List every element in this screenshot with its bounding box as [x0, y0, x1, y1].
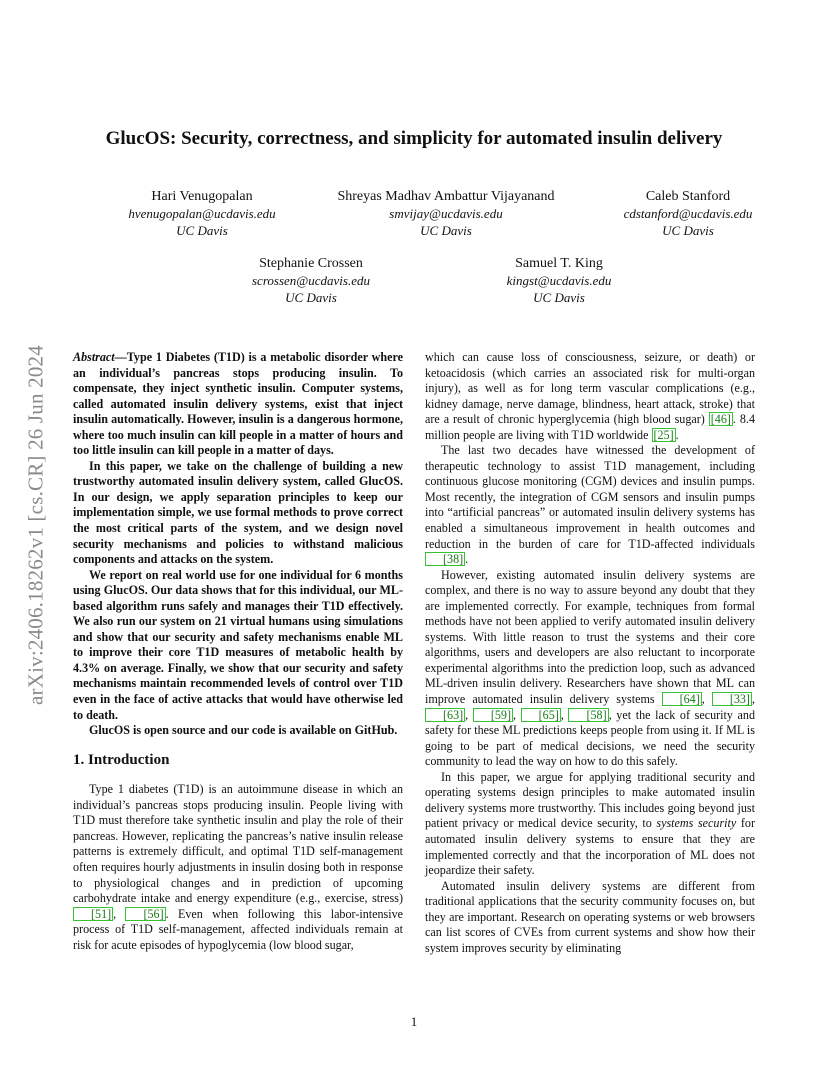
section-heading-introduction: 1. Introduction: [73, 751, 170, 768]
body-paragraph: [425, 770, 755, 879]
paragraph-text: ,: [701, 692, 712, 707]
author-email[interactable]: kingst@ucdavis.edu: [506, 273, 612, 288]
citation-link[interactable]: [65]: [521, 708, 561, 722]
abstract-paragraph: In this paper, we take on the challenge of building a new trustworthy automated insulin delivery system, called GlucOS. In our design, we apply separation principles to keep our implementation simple, we use formal methods to prove correct the most critical parts of the system, and we design novel security mechanisms and policies to withstand malicious components and attacks on the system.: [73, 458, 403, 567]
author-name: Stephanie Crossen: [259, 256, 363, 271]
abstract-label: Abstract: [73, 350, 115, 364]
citation-link[interactable]: [46]: [710, 412, 731, 427]
citation-link[interactable]: [51]: [73, 907, 113, 921]
author-block: [608, 188, 768, 239]
author-name: Caleb Stanford: [645, 189, 731, 204]
arxiv-identifier-stamp: [25, 0, 47, 1072]
paragraph-text: ,: [751, 692, 755, 707]
body-paragraph-continued: [425, 350, 755, 443]
author-block: [113, 188, 291, 239]
author-affiliation: UC Davis: [285, 290, 337, 305]
author-block: [232, 255, 390, 306]
body-paragraph: [73, 782, 403, 953]
citation-link[interactable]: [56]: [125, 907, 165, 921]
arxiv-identifier-text: arXiv:2406.18262v1 [cs.CR] 26 Jun 2024: [23, 345, 48, 705]
abstract-text: —Type 1 Diabetes (T1D) is a metabolic disorder where an individual’s pancreas stops producing insulin. To compensate, they inject synthetic insulin. Computer systems, called automated insulin delivery systems, exist that inject insulin automatically. However, insulin is a dangerous hormone, where too much insulin can kill people in a matter of hours and too little insulin can kill people in a matter of days.: [73, 350, 403, 458]
author-block: [486, 255, 632, 306]
abstract-paragraph: [73, 350, 403, 459]
body-paragraph: [425, 568, 755, 770]
citation-link[interactable]: [63]: [425, 708, 465, 722]
paragraph-text: . 8.4 million people are living with T1D worldwide: [425, 412, 755, 442]
left-column: [73, 350, 403, 953]
citation-link[interactable]: [59]: [473, 708, 513, 722]
author-block: [318, 188, 574, 239]
paper-title: GlucOS: Security, correctness, and simplicity for automated insulin delivery: [105, 128, 723, 149]
body-paragraph: [425, 443, 755, 567]
abstract: [73, 350, 403, 739]
author-name: Shreyas Madhav Ambattur Vijayanand: [337, 189, 555, 204]
abstract-paragraph: We report on real world use for one individual for 6 months using GlucOS. Our data shows that for this individual, our ML-based algorithm runs safely and manages their T1D effectively. We also run our system on 21 virtual humans using simulations and show that our security and safety mechanisms enable ML to improve their core T1D measures of metabolic health by 4.3% on average. Finally, we show that our security and safety mechanisms maintain recommended levels of control over T1D even in the face of active attacks that would have otherwise led to death.: [73, 567, 403, 722]
author-email[interactable]: scrossen@ucdavis.edu: [252, 273, 370, 288]
author-affiliation: UC Davis: [176, 223, 228, 238]
citation-link[interactable]: [33]: [712, 692, 752, 706]
author-affiliation: UC Davis: [662, 223, 714, 238]
paragraph-text: ,: [465, 707, 473, 722]
paragraph-text: The last two decades have witnessed the development of therapeutic technology to assist T1D management, including continuous glucose monitoring (CGM) devices and insulin pumps. Most recently, the integration of CGM sensors and insulin pumps into “artificial pancreas” or automated insulin delivery systems has enabled a simultaneous improvement in health outcomes and reduction in the burden of care for T1D-affected individuals: [425, 443, 755, 551]
author-affiliation: UC Davis: [533, 290, 585, 305]
author-affiliation: UC Davis: [420, 223, 472, 238]
paragraph-text: which can cause loss of consciousness, seizure, or death) or ketoacidosis (which carries an associated risk for multi-organ injury), as well as for long term vascular complications (e.g., kidney damage, nerve damage, blindness, heart attack, stroke) that are a result of chronic hyperglycemia (high blood sugar): [425, 350, 755, 427]
body-paragraph: Automated insulin delivery systems are different from traditional applications that the security community focuses on, but they are important. Research on operating systems or web browsers can list scores of CVEs from current systems and show how their system improves security by eliminating: [425, 878, 755, 955]
author-email[interactable]: hvenugopalan@ucdavis.edu: [128, 206, 276, 221]
paragraph-text: Type 1 diabetes (T1D) is an autoimmune disease in which an individual’s pancreas stops producing insulin. People living with T1D must therefore take synthetic insulin and play the role of their pancreas. However, replicating the pancreas’s native insulin release patterns is extremely difficult, and optimal T1D self-management often requires hourly adjustments in insulin dosing both in response to physiological changes and in prediction of upcoming carbohydrate intake and energy expenditure (e.g., exercise, stress): [73, 782, 403, 906]
paragraph-text: .: [675, 427, 679, 442]
citation-link[interactable]: [64]: [662, 692, 702, 706]
author-email[interactable]: smvijay@ucdavis.edu: [389, 206, 503, 221]
paragraph-text: for automated insulin delivery systems to ensure that they are implemented correctly and that the incorporation of ML does not jeopardize their safety.: [425, 816, 755, 878]
abstract-paragraph: GlucOS is open source and our code is available on GitHub.: [89, 723, 398, 738]
paragraph-text: In this paper, we argue for applying traditional security and operating systems design principles to make automated insulin delivery systems more trustworthy. This includes going beyond just patient privacy or medical device security, to: [425, 769, 755, 831]
paragraph-text: ,: [113, 906, 126, 921]
citation-link[interactable]: [25]: [653, 427, 674, 442]
author-name: Samuel T. King: [515, 256, 603, 271]
emphasis-text: systems security: [656, 816, 737, 831]
right-column: [425, 350, 755, 956]
paragraph-text: However, existing automated insulin delivery systems are complex, and there is no way to assure beyond any doubt that they are implemented correctly. For example, techniques from formal methods have not been applied to verify automated insulin delivery systems. With little reason to trust the systems and their core algorithms, users and developers are also reluctant to incorporate experimental algorithms into the prediction loop, such as advanced ML-driven insulin delivery. Researchers have shown that ML can improve automated insulin delivery systems: [425, 567, 755, 707]
author-name: Hari Venugopalan: [151, 189, 253, 204]
paragraph-text: ,: [560, 707, 569, 722]
citation-link[interactable]: [38]: [425, 552, 465, 566]
paragraph-text: .: [465, 552, 469, 567]
citation-link[interactable]: [58]: [568, 708, 608, 722]
paragraph-text: ,: [512, 707, 521, 722]
paragraph-text: , yet the lack of security and safety for these ML predictions keeps people from using it. If ML is going to be part of medical decisions, we need the security community to lead the way on how to do this safely.: [425, 707, 756, 769]
paragraph-text: . Even when following this labor-intensive process of T1D self-management, affected individuals remain at risk for acute episodes of hypoglycemia (low blood sugar,: [73, 906, 404, 952]
page-number: 1: [410, 1014, 418, 1029]
author-email[interactable]: cdstanford@ucdavis.edu: [623, 206, 753, 221]
